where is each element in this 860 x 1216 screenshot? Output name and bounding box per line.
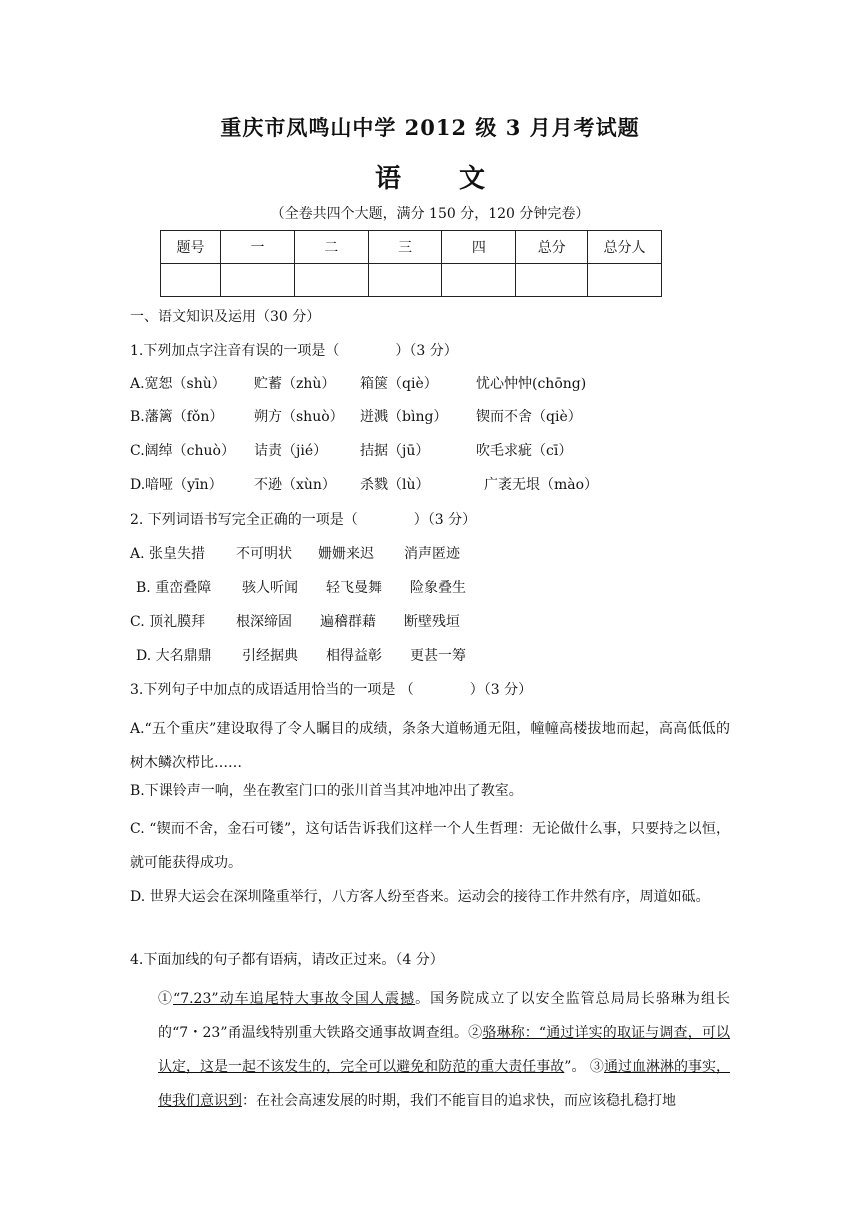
- option-item: 吹毛求疵（cī）: [476, 443, 573, 459]
- option-item: B. 重峦叠障: [136, 580, 212, 596]
- option-item: 不可明状: [236, 546, 292, 562]
- score-header-cell: 二: [294, 231, 368, 264]
- option-item: D. 大名鼎鼎: [136, 648, 212, 664]
- q1-option-c: [130, 440, 572, 460]
- q3-option-c: C. “锲而不舍，金石可镂”，这句话告诉我们这样一个人生哲理：无论做什么事，只要持之以恒，就可能获得成功。: [130, 821, 730, 871]
- subject-title: 语文: [374, 164, 543, 194]
- underlined-sentence-2: 骆琳称：“通过详实的取证与调查，可以认定，这是一起不该发生的，完全可以避免和防范的重大责任事故: [158, 1025, 730, 1075]
- score-table-blank-row: [161, 264, 662, 297]
- question-4-stem: 4.下面加线的句子都有语病，请改正过来。（4 分）: [130, 952, 444, 968]
- option-item: 广袤无垠（mào）: [484, 477, 599, 493]
- question-3-stem: 3.下列句子中加点的成语适用恰当的一项是 （ ）（3 分）: [130, 682, 533, 698]
- q3-option-d: D. 世界大运会在深圳隆重举行，八方客人纷至沓来。运动会的接待工作井然有序，周道如砥。: [130, 889, 710, 905]
- underlined-sentence-3: 通过血淋淋的事实，使我们意识到: [158, 1059, 731, 1109]
- passage-text: ：在社会高速发展的时期，我们不能盲目的追求快，而应该稳扎稳打地: [242, 1093, 676, 1109]
- section-heading: 一、语文知识及运用（30 分）: [130, 309, 321, 325]
- q1-option-b: [130, 406, 582, 426]
- q1-option-a: [130, 373, 586, 393]
- option-item: 拮据（jū）: [360, 443, 430, 459]
- option-item: 忧心忡忡(chōng): [476, 376, 587, 392]
- option-item: 轻飞曼舞: [326, 580, 382, 596]
- option-item: 断壁残垣: [404, 614, 460, 630]
- option-item: 杀戮（lù）: [360, 477, 430, 493]
- option-item: 贮蓄（zhù）: [254, 376, 336, 392]
- question-1-stem: 1.下列加点字注音有误的一项是（ ）（3 分）: [130, 343, 458, 359]
- option-item: 消声匿迹: [404, 546, 460, 562]
- score-header-cell: 四: [442, 231, 516, 264]
- score-blank-cell[interactable]: [588, 264, 662, 297]
- score-blank-cell[interactable]: [368, 264, 442, 297]
- option-item: B.藩篱（fǒn）: [130, 409, 224, 425]
- option-item: 险象叠生: [410, 580, 466, 596]
- score-blank-cell[interactable]: [221, 264, 295, 297]
- option-item: D.喑哑（yīn）: [130, 477, 223, 493]
- score-blank-cell[interactable]: [516, 264, 588, 297]
- q2-option-d: [136, 645, 466, 665]
- option-item: 骇人听闻: [242, 580, 298, 596]
- option-item: A. 张皇失措: [130, 546, 206, 562]
- score-header-cell: 题号: [161, 231, 221, 264]
- option-item: C.阔绰（chuò）: [130, 443, 235, 459]
- passage-text: ①: [158, 991, 174, 1007]
- score-table: [160, 230, 662, 297]
- option-item: C. 顶礼膜拜: [130, 614, 206, 630]
- option-item: 引经据典: [242, 648, 298, 664]
- option-item: 诘责（jié）: [254, 443, 328, 459]
- option-item: 姗姗来迟: [318, 546, 374, 562]
- score-header-cell: 三: [368, 231, 442, 264]
- q2-option-c: [130, 611, 460, 631]
- score-table-header-row: [161, 231, 662, 264]
- passage-text: 。国务院成立了以安全监管总局局长骆琳为组长的“7・23”甬温线特别重大铁路交通事故调查组。②: [158, 991, 730, 1041]
- question-2-stem: 2. 下列词语书写完全正确的一项是（ ）（3 分）: [130, 512, 477, 528]
- option-item: 相得益彰: [326, 648, 382, 664]
- q2-option-a: [130, 543, 460, 563]
- q1-option-d: [130, 474, 598, 494]
- score-blank-cell[interactable]: [442, 264, 516, 297]
- option-item: 朔方（shuò）: [254, 409, 344, 425]
- score-header-cell: 一: [221, 231, 295, 264]
- q3-option-b: B.下课铃声一响，坐在教室门口的张川首当其冲地冲出了教室。: [130, 783, 523, 799]
- q3-option-a: A.“五个重庆”建设取得了令人瞩目的成绩，条条大道畅通无阻，幢幢高楼拔地而起，高高低低的树木鳞次栉比……: [130, 721, 730, 771]
- option-item: 迸溅（bìng）: [360, 409, 448, 425]
- score-blank-cell[interactable]: [294, 264, 368, 297]
- score-header-cell: 总分: [516, 231, 588, 264]
- score-blank-cell[interactable]: [161, 264, 221, 297]
- exam-note: （全卷共四个大题，满分 150 分，120 分钟完卷）: [270, 206, 590, 222]
- option-item: 箱箧（qiè）: [360, 376, 438, 392]
- option-item: 更甚一筹: [410, 648, 466, 664]
- option-item: 根深缔固: [236, 614, 292, 630]
- option-item: 不逊（xùn）: [254, 477, 336, 493]
- q2-option-b: [136, 577, 466, 597]
- option-item: 锲而不舍（qiè）: [476, 409, 582, 425]
- option-item: 遍稽群藉: [320, 614, 376, 630]
- underlined-sentence-1: “7.23”动车追尾特大事故令国人震撼: [173, 991, 416, 1007]
- option-item: A.宽恕（shù）: [130, 376, 226, 392]
- score-header-cell: 总分人: [588, 231, 662, 264]
- exam-title: 重庆市凤鸣山中学 2012 级 3 月月考试题: [220, 115, 640, 140]
- q4-passage: [130, 982, 730, 1118]
- passage-text: ”。 ③: [564, 1059, 604, 1075]
